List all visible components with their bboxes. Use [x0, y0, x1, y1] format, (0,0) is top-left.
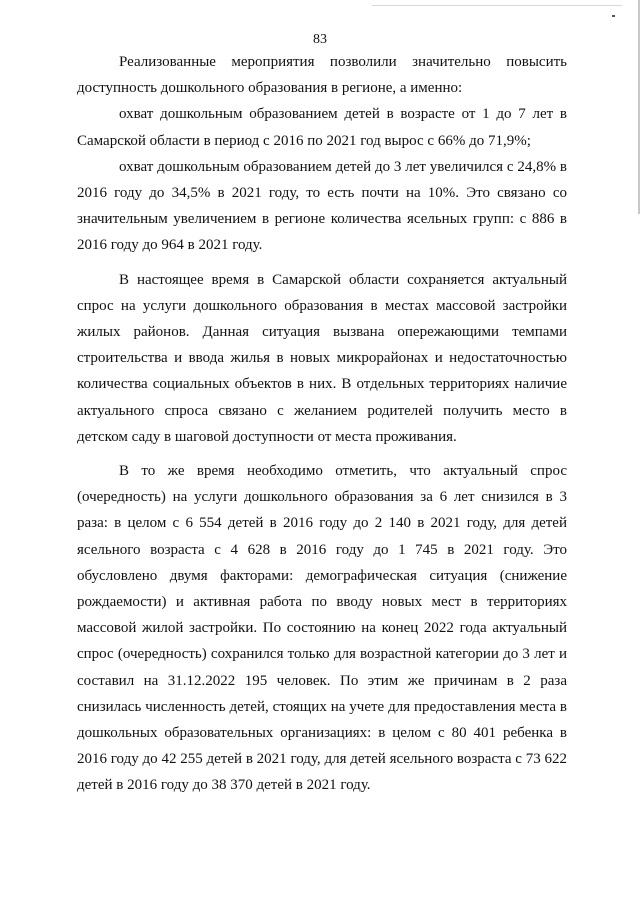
paragraph-current-demand: В настоящее время в Самарской области сохраняется актуальный спрос на услуги дошкольного образования в местах массовой застройки жилых районов. Данная ситуация вызвана опережающими темпами строительства и ввода жилья в новых микрорайонах и недостаточностью количества социальных объектов в них. В отдельных территориях наличие актуального спроса связано с желанием родителей получить место в детском саду в шаговой доступности от места проживания. [77, 271, 567, 445]
scan-artifact-dot [612, 15, 615, 17]
paragraph-intro: Реализованные мероприятия позволили значительно повысить доступность дошкольного образования в регионе, а именно: [77, 54, 567, 97]
paragraph-queue-reduction: В то же время необходимо отметить, что актуальный спрос (очередность) на услуги дошкольного образования за 6 лет снизился в 3 раза: в целом с 6 554 детей в 2016 году до 2 140 в 2021 году, для детей ясельного возраста с 4 628 в 2016 году до 1 745 в 2021 году. Это обусловлено двумя факторами: демографическая ситуация (снижение рождаемости) и активная работа по вводу новых мест в территориях массовой жилой застройки. По состоянию на конец 2022 года актуальный спрос (очередность) сохранился только для возрастной категории до 3 лет и составил на 31.12.2022 195 человек. По этим же причинам в 2 раза снизилась численность детей, стоящих на учете для предоставления места в дошкольных образовательных организациях: в целом с 80 401 ребенка в 2016 году до 42 255 детей в 2021 году, для детей ясельного возраста с 73 622 детей в 2016 году до 38 370 детей в 2021 году. [77, 463, 567, 794]
paragraph-coverage-under-3: охват дошкольным образованием детей до 3 лет увеличился с 24,8% в 2016 году до 34,5% в 2021 году, то есть почти на 10%. Это связано со значительным увеличением в регионе количества ясельных групп: с 886 в 2016 году до 964 в 2021 году. [77, 158, 567, 254]
document-body [77, 49, 567, 799]
scan-artifact-line [372, 5, 622, 6]
paragraph-coverage-1-7: охват дошкольным образованием детей в возрасте от 1 до 7 лет в Самарской области в период с 2016 по 2021 год вырос с 66% до 71,9%; [77, 106, 567, 149]
page-number: 83 [313, 32, 327, 47]
